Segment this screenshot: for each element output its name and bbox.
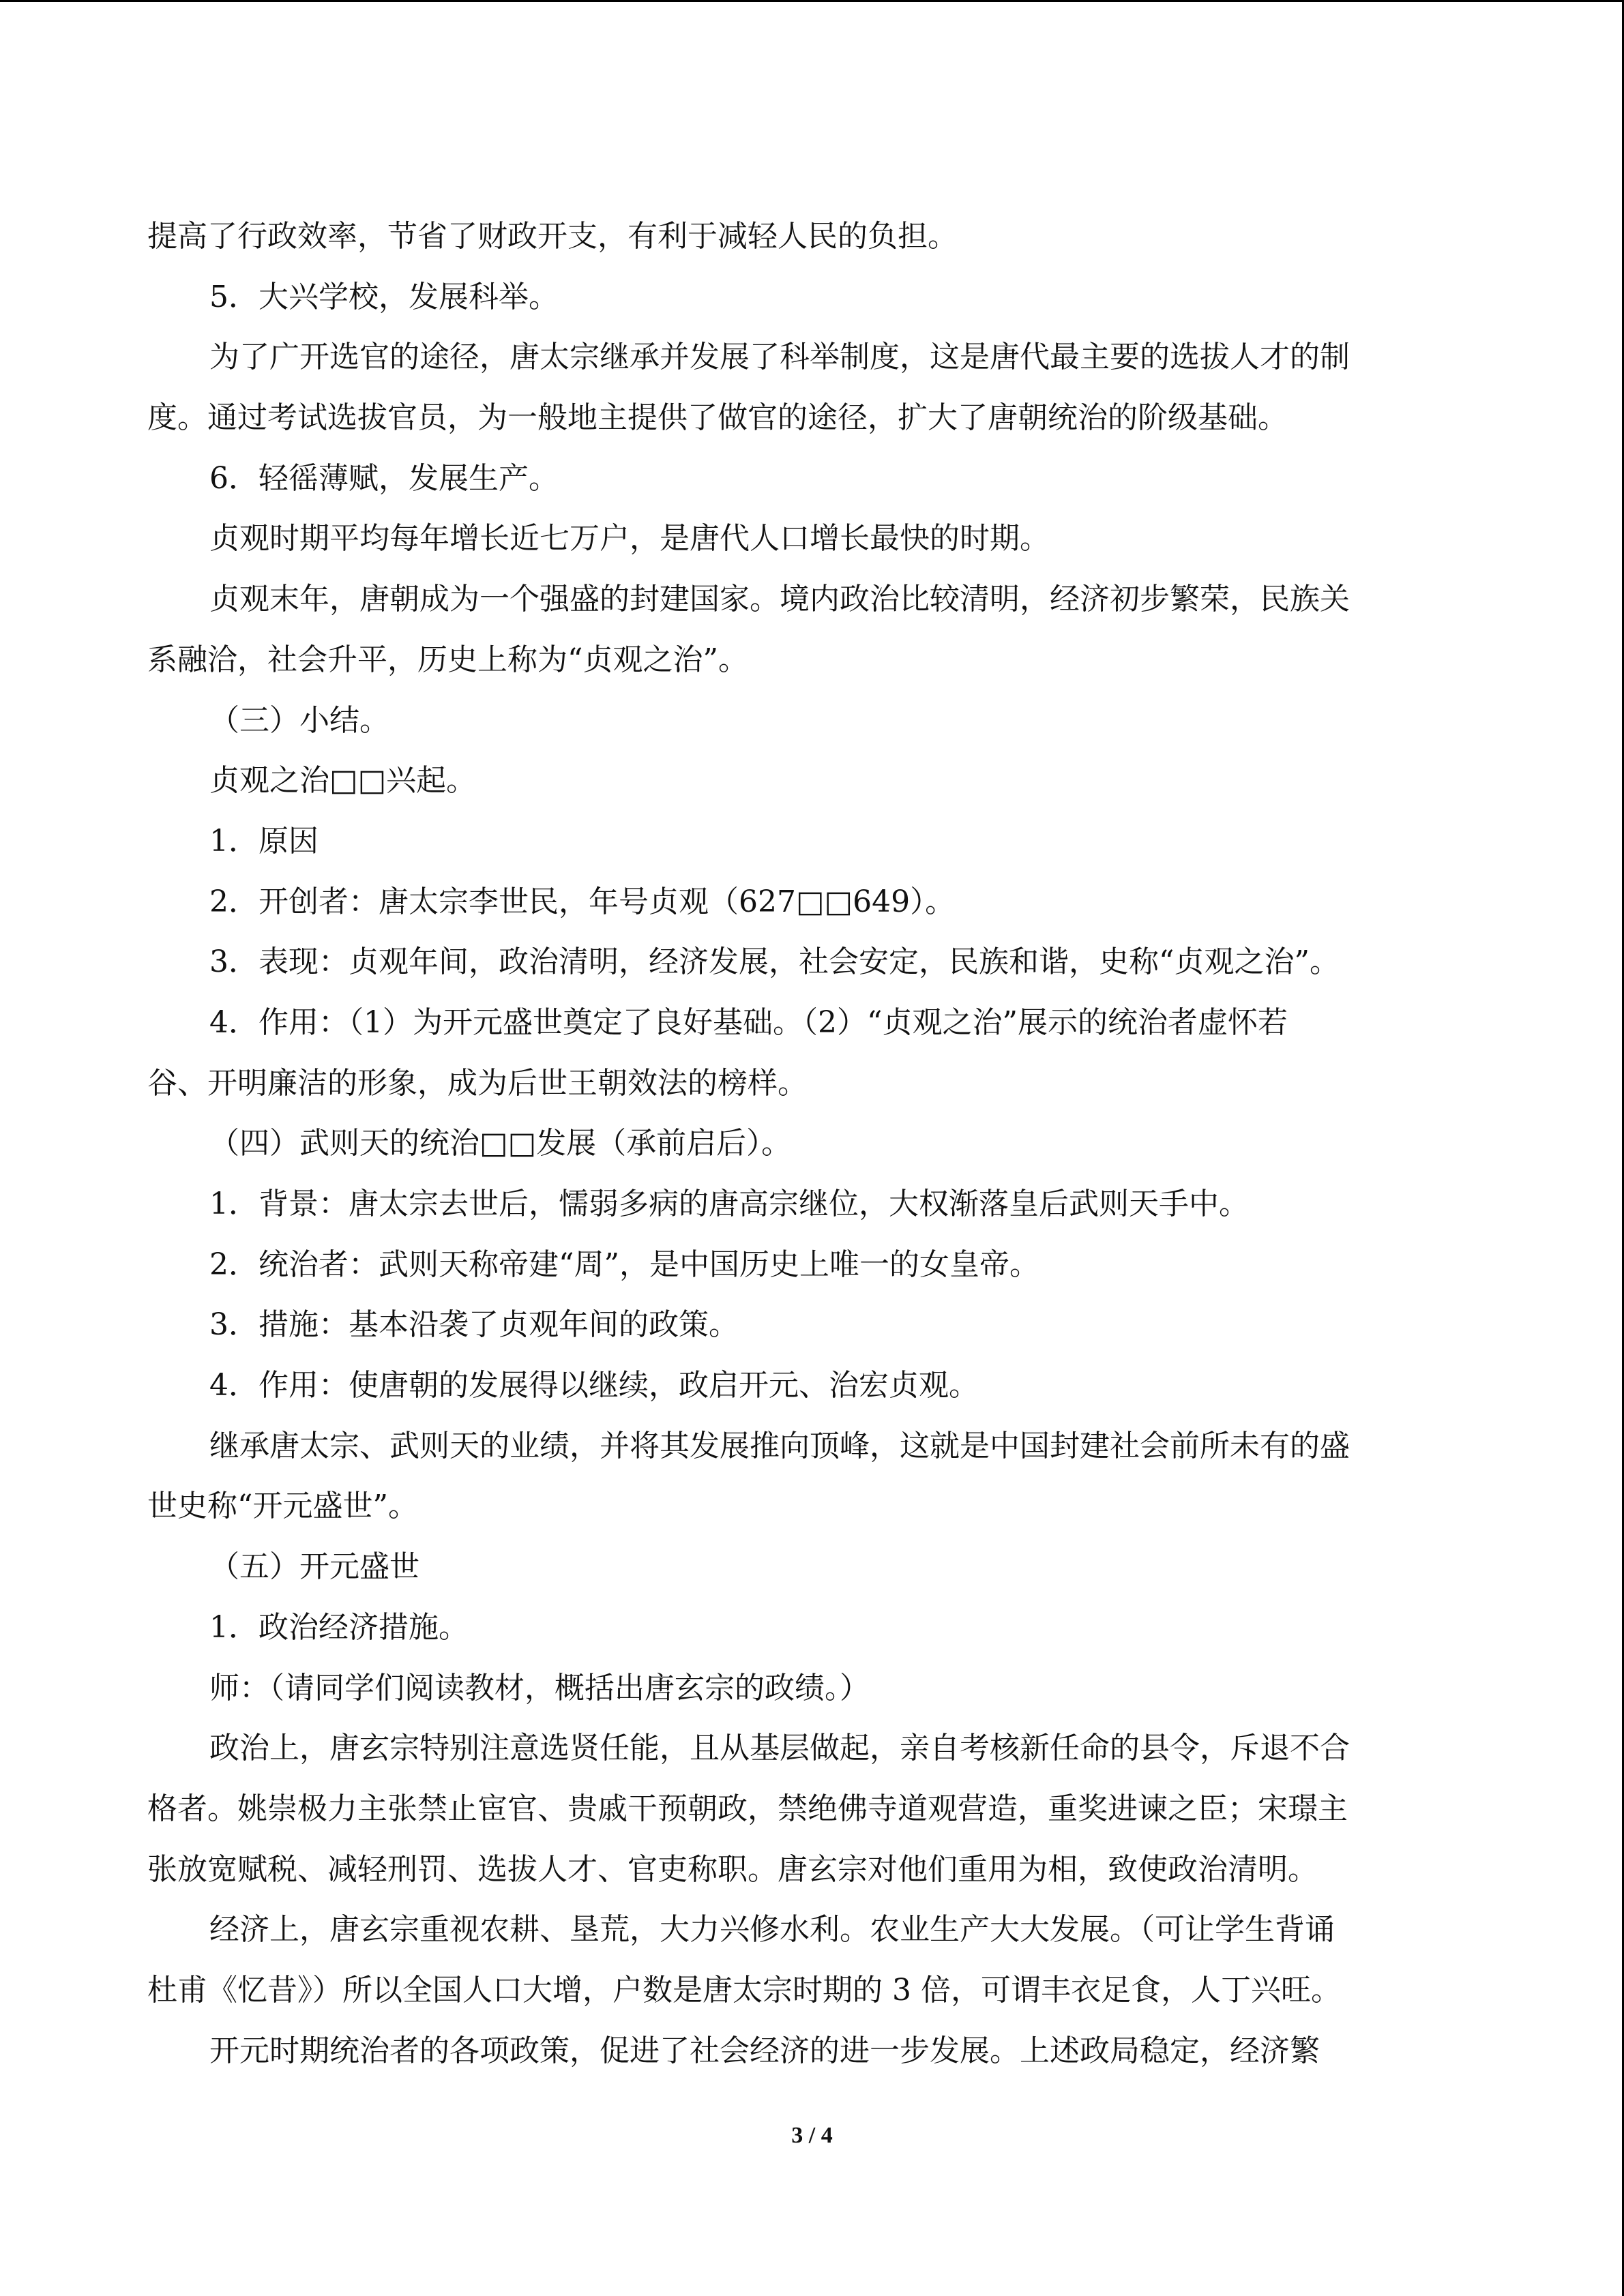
text-line — [147, 1114, 1457, 1174]
text-line — [147, 1235, 1457, 1296]
text-line — [147, 1054, 1457, 1114]
text-line — [147, 1779, 1457, 1840]
text-line — [147, 751, 1457, 811]
page-number: 3 / 4 — [791, 2123, 833, 2148]
line-text: 1．原因 — [209, 823, 319, 859]
text-line — [147, 1960, 1457, 2021]
document-body — [147, 207, 1457, 2081]
text-line — [147, 267, 1457, 328]
line-text: 贞观之治□□兴起。 — [209, 763, 477, 799]
line-text: 3．措施：基本沿袭了贞观年间的政策。 — [209, 1307, 739, 1343]
line-text: 贞观时期平均每年增长近七万户，是唐代人口增长最快的时期。 — [209, 521, 1050, 556]
text-line — [147, 388, 1457, 449]
text-line — [147, 1537, 1457, 1598]
text-line — [147, 691, 1457, 751]
text-line — [147, 207, 1457, 267]
text-line — [147, 811, 1457, 872]
line-text: 开元时期统治者的各项政策，促进了社会经济的进一步发展。上述政局稳定，经济繁 — [209, 2033, 1320, 2068]
text-line — [147, 1174, 1457, 1235]
line-text: （四）武则天的统治□□发展（承前启后）。 — [209, 1126, 792, 1161]
text-line — [147, 1356, 1457, 1416]
line-text: 2．统治者：武则天称帝建“周”，是中国历史上唯一的女皇帝。 — [209, 1247, 1039, 1282]
line-text: 格者。姚崇极力主张禁止宦官、贵戚干预朝政，禁绝佛寺道观营造，重奖进谏之臣；宋璟主 — [147, 1791, 1348, 1826]
line-text: 为了广开选官的途径，唐太宗继承并发展了科举制度，这是唐代最主要的选拔人才的制 — [209, 340, 1350, 375]
text-line — [147, 1658, 1457, 1719]
text-line — [147, 630, 1457, 691]
text-line — [147, 1900, 1457, 1960]
line-text: 1．背景：唐太宗去世后，懦弱多病的唐高宗继位，大权渐落皇后武则天手中。 — [209, 1187, 1249, 1221]
text-line — [147, 509, 1457, 569]
text-line — [147, 2021, 1457, 2082]
line-text: （五）开元盛世 — [209, 1549, 419, 1585]
text-line — [147, 872, 1457, 933]
line-text: 系融洽，社会升平，历史上称为“贞观之治”。 — [147, 642, 748, 677]
text-line — [147, 1476, 1457, 1537]
line-text: 提高了行政效率，节省了财政开支，有利于减轻人民的负担。 — [147, 219, 958, 254]
line-text: 6．轻徭薄赋，发展生产。 — [209, 460, 559, 496]
line-text: 3．表现：贞观年间，政治清明，经济发展，社会安定，民族和谐，史称“贞观之治”。 — [209, 944, 1340, 980]
line-text: 政治上，唐玄宗特别注意选贤任能，且从基层做起，亲自考核新任命的县令，斥退不合 — [209, 1731, 1350, 1766]
line-text: 杜甫《忆昔》）所以全国人口大增，户数是唐太宗时期的 3 倍，可谓丰衣足食，人丁兴旺。 — [147, 1972, 1341, 2008]
line-text: 4．作用：使唐朝的发展得以继续，政启开元、治宏贞观。 — [209, 1368, 979, 1403]
line-text: 贞观末年，唐朝成为一个强盛的封建国家。境内政治比较清明，经济初步繁荣，民族关 — [209, 582, 1350, 617]
text-line — [147, 327, 1457, 388]
line-text: 度。通过考试选拔官员，为一般地主提供了做官的途径，扩大了唐朝统治的阶级基础。 — [147, 400, 1288, 436]
text-line — [147, 932, 1457, 993]
text-line — [147, 993, 1457, 1054]
line-text: 2．开创者：唐太宗李世民，年号贞观（627□□649）。 — [209, 884, 956, 919]
line-text: 4．作用：（1）为开元盛世奠定了良好基础。（2）“贞观之治”展示的统治者虚怀若 — [209, 1004, 1288, 1040]
text-line — [147, 1416, 1457, 1477]
text-line — [147, 569, 1457, 630]
text-line — [147, 1840, 1457, 1900]
line-text: 5．大兴学校，发展科举。 — [209, 279, 559, 314]
line-text: 1．政治经济措施。 — [209, 1609, 469, 1645]
text-line — [147, 1718, 1457, 1779]
text-line — [147, 1295, 1457, 1356]
text-line — [147, 1598, 1457, 1658]
line-text: 张放宽赋税、减轻刑罚、选拔人才、官吏称职。唐玄宗对他们重用为相，致使政治清明。 — [147, 1851, 1318, 1887]
line-text: 经济上，唐玄宗重视农耕、垦荒，大力兴修水利。农业生产大大发展。（可让学生背诵 — [209, 1912, 1335, 1948]
text-line — [147, 449, 1457, 509]
line-text: 师：（请同学们阅读教材，概括出唐玄宗的政绩。） — [209, 1670, 870, 1705]
line-text: 继承唐太宗、武则天的业绩，并将其发展推向顶峰，这就是中国封建社会前所未有的盛 — [209, 1428, 1350, 1463]
line-text: 谷、开明廉洁的形象，成为后世王朝效法的榜样。 — [147, 1065, 808, 1101]
line-text: （三）小结。 — [209, 702, 389, 738]
line-text: 世史称“开元盛世”。 — [147, 1489, 418, 1524]
